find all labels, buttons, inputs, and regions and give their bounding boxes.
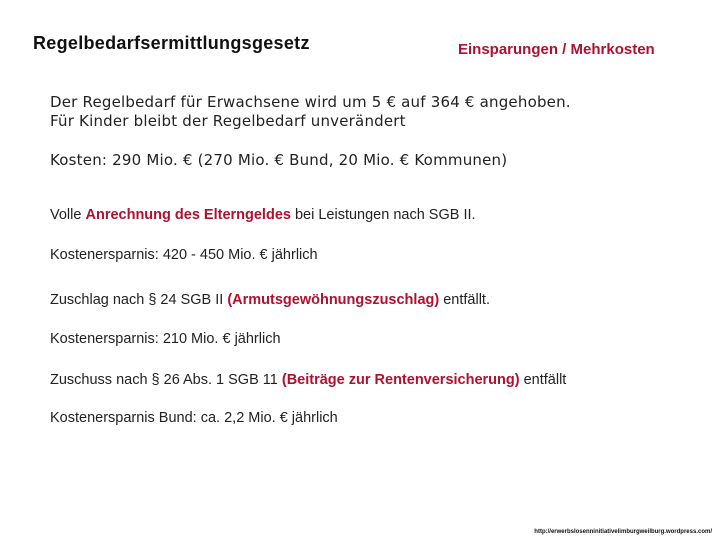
intro-line-2: Für Kinder bleibt der Regelbedarf unverändert <box>50 112 406 130</box>
item-3-after: entfällt <box>519 372 567 388</box>
item-3-savings: Kostenersparnis Bund: ca. 2,2 Mio. € jährlich <box>50 410 338 426</box>
item-2-before: Zuschlag nach § 24 SGB II <box>50 292 228 308</box>
item-1-before: Volle <box>50 207 86 223</box>
footer-url[interactable]: http://erwerbslosenninitiativelimburgweilburg.wordpress.com/ <box>534 529 712 535</box>
costs-line: Kosten: 290 Mio. € (270 Mio. € Bund, 20 Mio. € Kommunen) <box>50 151 508 169</box>
item-1-savings: Kostenersparnis: 420 - 450 Mio. € jährlich <box>50 247 318 263</box>
page-subtitle: Einsparungen / Mehrkosten <box>458 41 655 58</box>
item-1-statement <box>50 207 476 223</box>
intro-paragraph <box>50 93 571 131</box>
item-3-highlight: (Beiträge zur Rentenversicherung) <box>281 372 520 388</box>
item-1-highlight: Anrechnung des Elterngeldes <box>85 207 291 223</box>
item-2-savings: Kostenersparnis: 210 Mio. € jährlich <box>50 331 281 347</box>
item-2-highlight: (Armutsgewöhnungszuschlag) <box>227 292 440 308</box>
page-title: Regelbedarfsermittlungsgesetz <box>33 33 310 53</box>
item-2-statement <box>50 292 490 308</box>
item-1-after: bei Leistungen nach SGB II. <box>290 207 476 223</box>
intro-line-1: Der Regelbedarf für Erwachsene wird um 5 € auf 364 € angehoben. <box>50 93 571 111</box>
item-3-before: Zuschuss nach § 26 Abs. 1 SGB 11 <box>50 372 282 388</box>
item-3-statement <box>50 372 566 388</box>
item-2-after: entfällt. <box>439 292 490 308</box>
